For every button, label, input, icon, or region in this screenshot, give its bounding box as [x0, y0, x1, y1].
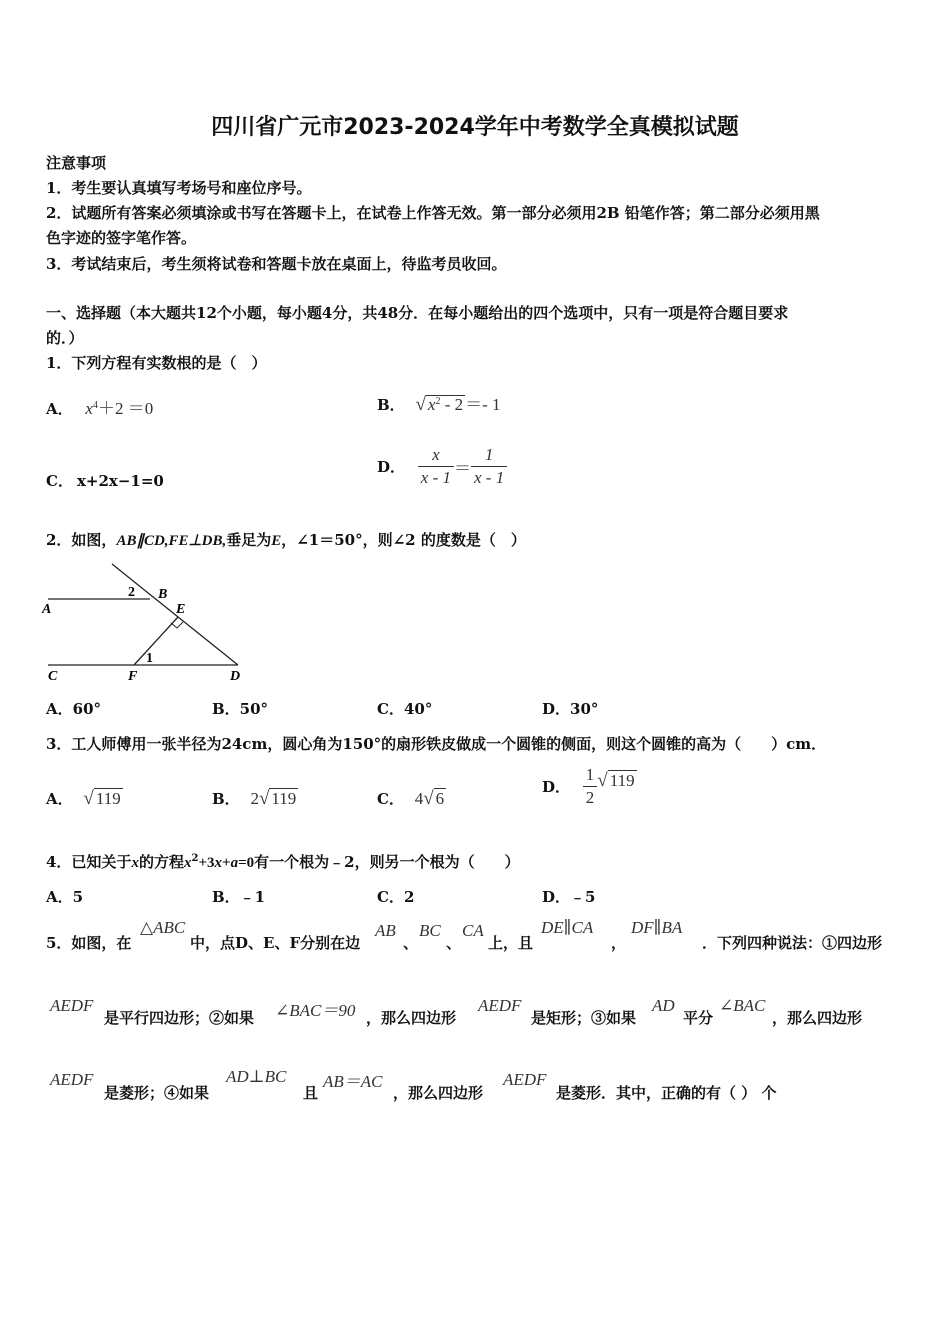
option-label: A．	[46, 790, 73, 808]
q5-math: ∠BAC＝90	[275, 1001, 356, 1020]
question-2-stem	[46, 529, 526, 550]
math-exponent: 2	[435, 396, 441, 407]
fraction	[583, 764, 598, 809]
option-label: B．	[377, 396, 405, 414]
q5-math: AD	[652, 996, 675, 1015]
math-var: x	[427, 395, 436, 414]
stem-text: 的方程	[138, 853, 184, 871]
sqrt-icon: √	[83, 788, 94, 809]
radicand: 119	[95, 789, 121, 808]
q2-option-a: A．60°	[46, 700, 102, 718]
q2-option-d: D．30°	[542, 700, 599, 718]
section-heading-cont: 的．）	[46, 329, 84, 347]
q5-text: 、	[403, 934, 419, 952]
q5-math: BC	[419, 921, 441, 940]
q4-option-a: A．5	[46, 888, 84, 906]
q5-text: ，那么四边形	[772, 1009, 863, 1027]
radicand: 6	[435, 789, 445, 808]
notice-item: 2．试题所有答案必须填涂或书写在答题卡上，在试卷上作答无效。第一部分必须用2B 铅笔作答；第二部分必须用黑	[46, 204, 820, 222]
fraction-numerator: 1	[583, 764, 598, 787]
q2-option-c: C．40°	[377, 700, 433, 718]
q5-text: 是矩形；③如果	[531, 1009, 637, 1027]
fraction-denominator: x - 1	[474, 468, 505, 487]
angle-label-1: 1	[146, 651, 153, 666]
math-exponent: 2	[191, 853, 199, 864]
math-expression: +3	[198, 855, 215, 871]
q4-option-c: C．2	[377, 888, 415, 906]
option-label: D．	[542, 778, 571, 796]
coefficient: 4	[414, 789, 424, 808]
q5-math: AEDF	[478, 996, 522, 1015]
q3-option-c	[377, 788, 446, 810]
question-3-stem: 3．工人师傅用一张半径为24cm，圆心角为150°的扇形铁皮做成一个圆锥的侧面，则这个圆锥的高为（ ）cm．	[46, 735, 827, 753]
q5-text: 是菱形．其中，正确的有（ ） 个	[556, 1084, 777, 1102]
q5-text: 是菱形；④如果	[104, 1084, 210, 1102]
q5-text: 平分	[683, 1009, 714, 1027]
question-4-stem	[46, 851, 520, 872]
notice-item: 3．考试结束后，考生须将试卷和答题卡放在桌面上，待监考员收回。	[46, 255, 507, 273]
option-label: D．	[377, 458, 406, 476]
stem-text: 垂足为	[226, 531, 272, 549]
sqrt-icon: √	[415, 394, 426, 415]
q4-option-d: D．﹣5	[542, 888, 596, 906]
fraction	[471, 444, 507, 489]
radicand: 119	[271, 789, 297, 808]
q5-text: 、	[446, 934, 462, 952]
math-var: x	[183, 855, 192, 871]
equals-sign: ＝	[454, 459, 472, 478]
notice-item: 1．考生要认真填写考场号和座位序号。	[46, 179, 312, 197]
fraction-numerator: 1	[471, 444, 507, 467]
math-expression: ＝- 1	[465, 395, 501, 414]
q5-text: ，那么四边形	[393, 1084, 484, 1102]
line-db	[112, 564, 238, 665]
stem-text: ，∠1＝50°，则∠2 的度数是（ ）	[281, 531, 526, 549]
math-var: x	[214, 855, 222, 871]
radicand: 119	[609, 771, 635, 790]
math-expression: ＋2 ＝0	[97, 399, 154, 418]
q1-option-b	[377, 390, 501, 416]
math-expression: x+2x−1=0	[76, 472, 164, 490]
math-expression: - 2	[440, 395, 464, 414]
q5-text: ，那么四边形	[366, 1009, 457, 1027]
math-var: x	[131, 855, 139, 871]
q5-math: △ABC	[140, 918, 186, 937]
q5-text: 是平行四边形；②如果	[104, 1009, 255, 1027]
math-var: E	[271, 533, 282, 549]
q5-math: AEDF	[50, 1070, 94, 1089]
q5-math: AEDF	[50, 996, 94, 1015]
page-title: 四川省广元市2023-2024学年中考数学全真模拟试题	[211, 115, 739, 140]
fraction-denominator: 2	[585, 788, 595, 807]
q5-math: ∠BAC	[719, 996, 766, 1015]
point-label-d: D	[230, 669, 241, 684]
point-label-a: A	[42, 602, 52, 617]
q5-text: 且	[303, 1084, 319, 1102]
notice-item: 色字迹的签字笔作答。	[46, 229, 197, 247]
question-1-stem: 1．下列方程有实数根的是（ ）	[46, 354, 267, 372]
notice-heading: 注意事项	[46, 154, 107, 172]
q5-math: AB	[375, 921, 396, 940]
q5-math: CA	[462, 921, 484, 940]
q5-math: AEDF	[503, 1070, 547, 1089]
math-expression: +	[222, 855, 231, 871]
math-exponent: 4	[92, 400, 98, 411]
point-label-f: F	[128, 669, 138, 684]
q5-text: 中，点D、E、F分别在边	[190, 934, 361, 952]
q5-text: ，	[611, 934, 627, 952]
fraction-numerator: x	[418, 444, 454, 467]
q3-option-b	[212, 788, 298, 810]
stem-text: 4．已知关于	[46, 853, 132, 871]
angle-label-2: 2	[128, 585, 135, 600]
option-label: C．	[377, 790, 404, 808]
point-label-c: C	[48, 669, 58, 684]
q5-math: AB＝AC	[323, 1072, 383, 1091]
point-label-e: E	[176, 602, 186, 617]
option-label: C．	[46, 472, 73, 490]
q5-math: DF∥BA	[631, 918, 683, 937]
q5-text: 5．如图，在	[46, 934, 132, 952]
line-fe	[134, 617, 178, 665]
math-var: a	[230, 855, 239, 871]
geometry-figure	[40, 558, 255, 688]
math-expression: AB∥CD,FE⊥DB,	[116, 533, 227, 549]
q3-option-d	[542, 764, 637, 809]
q4-option-b: B．﹣1	[212, 888, 266, 906]
fraction	[418, 444, 454, 489]
point-label-b: B	[158, 587, 168, 602]
sqrt-icon: √	[423, 788, 434, 809]
stem-text: 有一个根为﹣2，则另一个根为（ ）	[254, 853, 520, 871]
stem-text: 2．如图，	[46, 531, 117, 549]
section-heading: 一、选择题（本大题共12个小题，每小题4分，共48分．在每小题给出的四个选项中，只有一项是符合题目要求	[46, 304, 789, 322]
math-expression: =0	[238, 855, 255, 871]
coefficient: 2	[250, 789, 259, 808]
sqrt-icon: √	[597, 770, 608, 791]
q5-text: ．下列四种说法：①四边形	[702, 934, 883, 952]
q1-option-a	[46, 394, 153, 419]
option-label: B．	[212, 790, 240, 808]
option-label: A．	[46, 400, 73, 418]
q5-math: DE∥CA	[541, 918, 594, 937]
math-var: x	[85, 399, 93, 418]
q5-math: AD⊥BC	[226, 1067, 287, 1086]
q1-option-d	[377, 444, 507, 489]
q2-option-b: B．50°	[212, 700, 269, 718]
q5-text: 上，且	[488, 934, 534, 952]
sqrt-icon: √	[258, 788, 270, 809]
q1-option-c	[46, 470, 164, 491]
fraction-denominator: x - 1	[420, 468, 452, 487]
q3-option-a	[46, 788, 123, 810]
